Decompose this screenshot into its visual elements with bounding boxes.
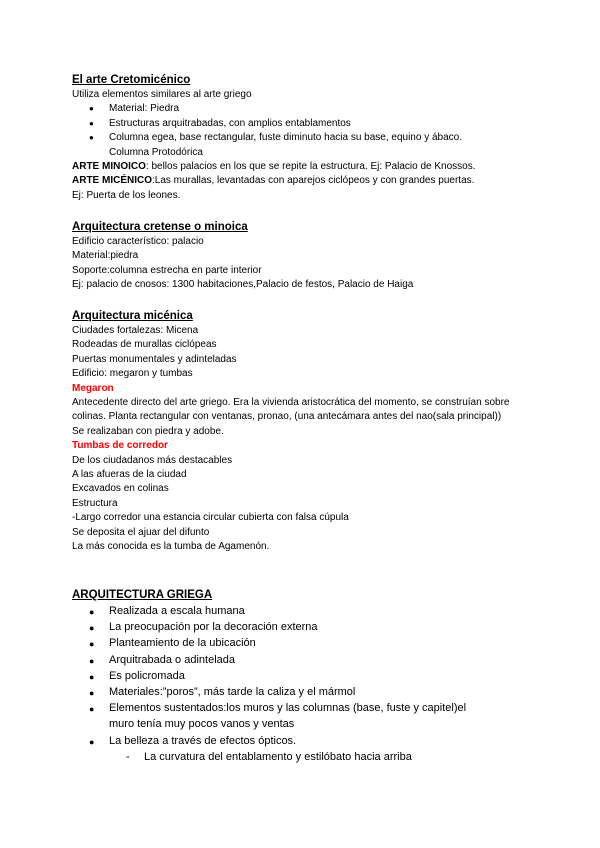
minoico-label: ARTE MINOICO: [72, 161, 146, 173]
text-line: Edificio característico: palacio: [72, 236, 204, 247]
text-line: Ciudades fortalezas: Micena: [72, 325, 199, 336]
minoico-line: [72, 160, 542, 174]
intro-text: Utiliza elementos similares al arte griego: [72, 89, 252, 100]
list-item: ● La preocupación por la decoración externa: [72, 619, 542, 635]
list-item: ● Es policromada: [72, 668, 542, 684]
text-line: La más conocida es la tumba de Agamenón.: [72, 541, 270, 553]
list-item: ● La belleza a través de efectos ópticos.: [72, 733, 542, 749]
tumbas-heading: Tumbas de corredor: [72, 440, 168, 452]
text-line: Excavados en colinas: [72, 483, 169, 495]
text-line: -Largo corredor una estancia circular cubierta con falsa cúpula: [72, 512, 349, 524]
minoico-text: : bellos palacios en los que se repite la estructura. Ej: Palacio de Knossos.: [145, 161, 476, 173]
text-line: Puertas monumentales y adinteladas: [72, 353, 237, 365]
text-line: De los ciudadanos más destacables: [72, 454, 233, 466]
sub-list-item: - La curvatura del entablamento y estilóbato hacia arriba: [72, 749, 542, 765]
text-line: Material:piedra: [72, 250, 139, 262]
list-item: ● Material: Piedra: [72, 102, 542, 116]
text-line: Rodeadas de murallas ciclópeas: [72, 339, 217, 351]
section-arquitectura-cretense: [72, 219, 542, 293]
list-item: ● Realizada a escala humana: [72, 603, 542, 619]
text-line: Se deposita el ajuar del difunto: [72, 526, 210, 538]
bullet-list: [72, 102, 542, 160]
text-line: Estructura: [72, 497, 118, 509]
megaron-paragraph: Antecedente directo del arte griego. Era la vivienda aristocrática del momento, se construían sobre colinas. Planta rectangular con ventanas, pronao, (una antecámara antes del nao(sala principal)): [72, 397, 510, 423]
list-item: ● Planteamiento de la ubicación: [72, 635, 542, 651]
list-item: ● Arquitrabada o adintelada: [72, 652, 542, 668]
list-item: ● Materiales:”poros”, más tarde la caliza y el mármol: [72, 684, 542, 700]
list-item-continuation: Columna Protodórica: [109, 146, 203, 158]
megaron-heading: Megaron: [72, 382, 114, 394]
micenico-label: ARTE MICÉNICO: [72, 175, 152, 187]
list-item-continuation: muro tenía muy pocos vanos y ventas: [109, 718, 295, 731]
text-line: Edificio: megaron y tumbas: [72, 368, 193, 380]
list-item: ● Estructuras arquitrabadas, con amplios entablamentos: [72, 117, 542, 131]
list-item: ● Elementos sustentados:los muros y las columnas (base, fuste y capitel)el: [72, 700, 542, 716]
micenico-text: :Las murallas, levantadas con aparejos ciclópeos y con grandes puertas.: [152, 175, 475, 187]
section-title: Arquitectura cretense o minoica: [72, 221, 248, 233]
section-arquitectura-griega: [72, 587, 542, 765]
text-line: Ej: palacio de cnosos: 1300 habitaciones,Palacio de festos, Palacio de Haiga: [72, 279, 414, 291]
micenico-example: Ej: Puerta de los leones.: [72, 189, 181, 201]
text-line: A las afueras de la ciudad: [72, 469, 187, 481]
section-arte-cretomicenico: [72, 72, 542, 203]
micenico-line: [72, 174, 542, 188]
section-arquitectura-micenica: [72, 308, 542, 555]
section-title: ARQUITECTURA GRIEGA: [72, 589, 213, 601]
section-title: El arte Cretomicénico: [72, 74, 191, 86]
list-item: ● Columna egea, base rectangular, fuste diminuto hacia su base, equino y ábaco.: [72, 131, 542, 145]
bullet-list: [72, 603, 542, 765]
megaron-material: Se realizaban con piedra y adobe.: [72, 425, 224, 437]
text-line: Soporte:columna estrecha en parte interior: [72, 264, 262, 276]
section-title: Arquitectura micénica: [72, 310, 193, 322]
